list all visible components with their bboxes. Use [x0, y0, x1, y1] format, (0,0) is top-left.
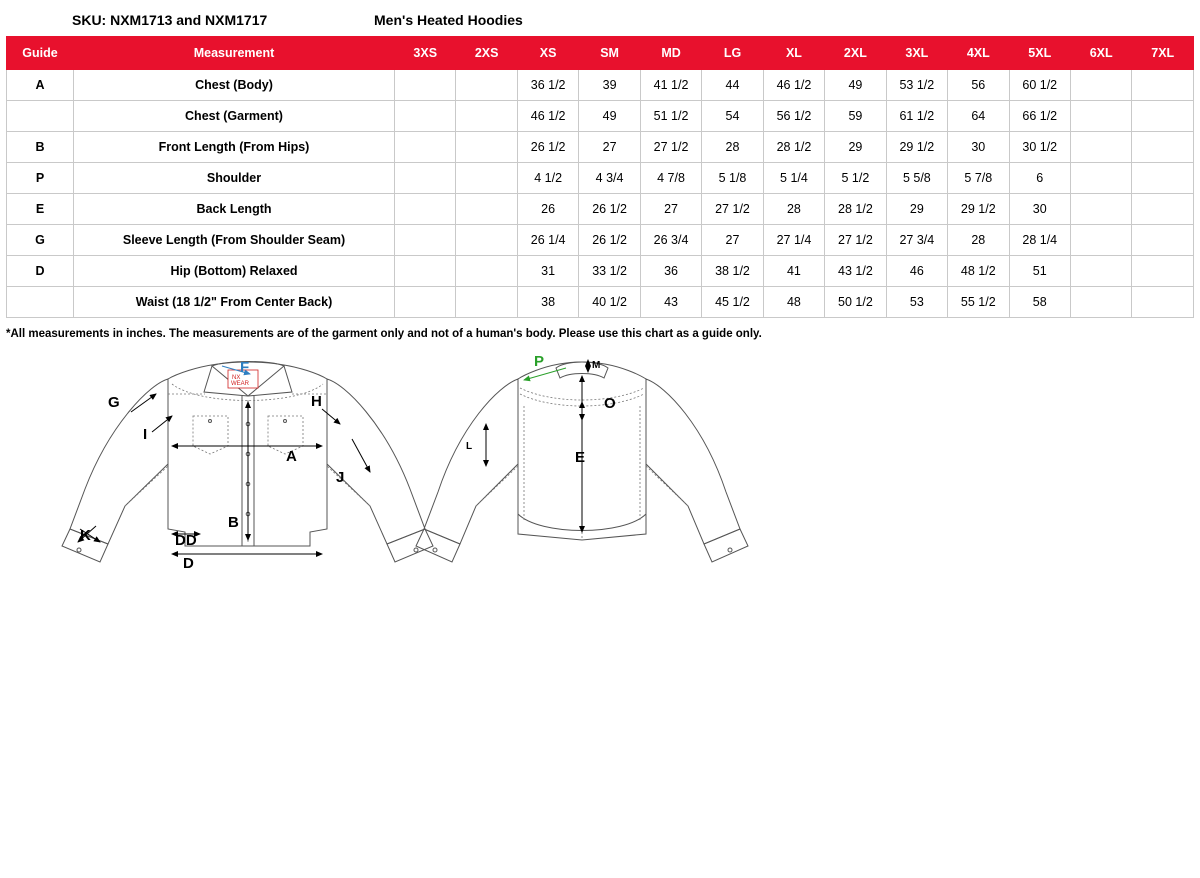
cell-value: 59	[825, 101, 886, 132]
cell-measurement: Waist (18 1/2" From Center Back)	[74, 287, 395, 318]
cell-value: 5 5/8	[886, 163, 947, 194]
cell-value: 26 3/4	[640, 225, 701, 256]
col-header-6xl: 6XL	[1070, 37, 1131, 70]
cell-value	[456, 256, 517, 287]
col-header-sm: SM	[579, 37, 640, 70]
svg-text:G: G	[108, 394, 120, 411]
cell-value: 28	[763, 194, 824, 225]
col-header-5xl: 5XL	[1009, 37, 1070, 70]
cell-value	[395, 70, 456, 101]
sku-label: SKU: NXM1713 and NXM1717	[72, 12, 268, 28]
cell-value: 56 1/2	[763, 101, 824, 132]
cell-value: 5 1/8	[702, 163, 763, 194]
col-header-3xl: 3XL	[886, 37, 947, 70]
cell-value	[1070, 256, 1131, 287]
col-header-xs: XS	[517, 37, 578, 70]
cell-value: 36 1/2	[517, 70, 578, 101]
svg-text:D: D	[183, 555, 194, 572]
cell-guide: G	[7, 225, 74, 256]
table-row	[7, 132, 1194, 163]
cell-value: 56	[948, 70, 1009, 101]
col-header-4xl: 4XL	[948, 37, 1009, 70]
cell-value: 28 1/2	[763, 132, 824, 163]
col-header-3xs: 3XS	[395, 37, 456, 70]
svg-text:A: A	[286, 448, 297, 465]
cell-value: 27	[579, 132, 640, 163]
cell-value: 4 7/8	[640, 163, 701, 194]
cell-value: 49	[825, 70, 886, 101]
col-header-xl: XL	[763, 37, 824, 70]
cell-value: 38 1/2	[702, 256, 763, 287]
svg-text:H: H	[311, 393, 322, 410]
cell-value: 27 3/4	[886, 225, 947, 256]
svg-text:F: F	[240, 359, 250, 376]
table-row	[7, 287, 1194, 318]
cell-value	[395, 101, 456, 132]
cell-value: 30	[948, 132, 1009, 163]
svg-text:O: O	[604, 395, 616, 412]
cell-value: 30 1/2	[1009, 132, 1070, 163]
cell-guide	[7, 287, 74, 318]
cell-value: 5 7/8	[948, 163, 1009, 194]
cell-value	[395, 256, 456, 287]
table-row	[7, 101, 1194, 132]
cell-value: 48 1/2	[948, 256, 1009, 287]
svg-text:J: J	[336, 469, 345, 486]
cell-value: 51 1/2	[640, 101, 701, 132]
front-garment-illustration	[62, 359, 433, 572]
cell-value: 29	[825, 132, 886, 163]
cell-value: 27 1/4	[763, 225, 824, 256]
product-name: Men's Heated Hoodies	[374, 12, 523, 28]
cell-measurement: Back Length	[74, 194, 395, 225]
cell-value: 46	[886, 256, 947, 287]
cell-value: 26 1/2	[579, 194, 640, 225]
table-row	[7, 256, 1194, 287]
svg-text:NX: NX	[232, 375, 241, 381]
page-title	[0, 0, 1200, 36]
cell-value: 27	[640, 194, 701, 225]
table-row	[7, 194, 1194, 225]
cell-value: 26	[517, 194, 578, 225]
table-row	[7, 163, 1194, 194]
cell-value: 51	[1009, 256, 1070, 287]
cell-value: 46 1/2	[763, 70, 824, 101]
table-row	[7, 225, 1194, 256]
cell-value: 29	[886, 194, 947, 225]
cell-value	[395, 225, 456, 256]
cell-value: 53	[886, 287, 947, 318]
cell-value: 5 1/4	[763, 163, 824, 194]
cell-value: 39	[579, 70, 640, 101]
cell-value: 27	[702, 225, 763, 256]
cell-value: 29 1/2	[948, 194, 1009, 225]
cell-value: 26 1/2	[517, 132, 578, 163]
cell-value: 33 1/2	[579, 256, 640, 287]
cell-value: 31	[517, 256, 578, 287]
cell-value: 30	[1009, 194, 1070, 225]
size-chart-table	[6, 36, 1194, 318]
cell-value	[1132, 70, 1194, 101]
cell-value	[1132, 163, 1194, 194]
cell-value	[1132, 256, 1194, 287]
cell-value	[1070, 287, 1131, 318]
cell-value: 60 1/2	[1009, 70, 1070, 101]
svg-text:M: M	[592, 360, 601, 371]
cell-guide: A	[7, 70, 74, 101]
cell-value: 6	[1009, 163, 1070, 194]
cell-value: 66 1/2	[1009, 101, 1070, 132]
cell-value	[1070, 70, 1131, 101]
cell-value: 54	[702, 101, 763, 132]
cell-measurement: Shoulder	[74, 163, 395, 194]
cell-value: 55 1/2	[948, 287, 1009, 318]
cell-value	[395, 132, 456, 163]
cell-measurement: Front Length (From Hips)	[74, 132, 395, 163]
cell-measurement: Hip (Bottom) Relaxed	[74, 256, 395, 287]
cell-value	[456, 225, 517, 256]
cell-value	[1132, 101, 1194, 132]
cell-guide: E	[7, 194, 74, 225]
cell-measurement: Chest (Body)	[74, 70, 395, 101]
cell-value: 50 1/2	[825, 287, 886, 318]
col-header-md: MD	[640, 37, 701, 70]
cell-value: 43	[640, 287, 701, 318]
cell-value: 28 1/4	[1009, 225, 1070, 256]
cell-value: 53 1/2	[886, 70, 947, 101]
cell-value	[1070, 101, 1131, 132]
cell-value: 27 1/2	[640, 132, 701, 163]
cell-value	[456, 132, 517, 163]
cell-value: 40 1/2	[579, 287, 640, 318]
cell-value: 45 1/2	[702, 287, 763, 318]
svg-text:L: L	[466, 441, 473, 452]
cell-value: 58	[1009, 287, 1070, 318]
cell-value	[456, 70, 517, 101]
col-header-guide: Guide	[7, 37, 74, 70]
svg-text:DD: DD	[175, 532, 197, 549]
cell-value	[456, 101, 517, 132]
cell-guide: D	[7, 256, 74, 287]
cell-guide: P	[7, 163, 74, 194]
cell-value: 36	[640, 256, 701, 287]
svg-text:I: I	[143, 426, 148, 443]
cell-value: 41 1/2	[640, 70, 701, 101]
cell-value: 64	[948, 101, 1009, 132]
cell-value: 46 1/2	[517, 101, 578, 132]
cell-value	[395, 287, 456, 318]
cell-value: 38	[517, 287, 578, 318]
cell-value: 28 1/2	[825, 194, 886, 225]
cell-value: 44	[702, 70, 763, 101]
back-garment-illustration	[416, 354, 748, 562]
col-header-measurement: Measurement	[74, 37, 395, 70]
cell-value: 26 1/4	[517, 225, 578, 256]
measurement-footnote: *All measurements in inches. The measurements are of the garment only and not of a human's body. Please use this chart as a guide only.	[6, 328, 762, 340]
cell-value	[456, 194, 517, 225]
cell-value	[1070, 132, 1131, 163]
col-header-7xl: 7XL	[1132, 37, 1194, 70]
cell-guide	[7, 101, 74, 132]
cell-value: 28	[702, 132, 763, 163]
cell-value	[1132, 132, 1194, 163]
cell-value	[1132, 194, 1194, 225]
svg-text:P: P	[534, 354, 545, 370]
cell-value	[1070, 194, 1131, 225]
cell-measurement: Sleeve Length (From Shoulder Seam)	[74, 225, 395, 256]
cell-value: 4 1/2	[517, 163, 578, 194]
cell-value	[395, 194, 456, 225]
cell-value: 5 1/2	[825, 163, 886, 194]
cell-value: 4 3/4	[579, 163, 640, 194]
col-header-2xs: 2XS	[456, 37, 517, 70]
col-header-lg: LG	[702, 37, 763, 70]
cell-value	[1070, 225, 1131, 256]
cell-value: 41	[763, 256, 824, 287]
table-header-row	[7, 37, 1194, 70]
table-row	[7, 70, 1194, 101]
cell-value: 27 1/2	[702, 194, 763, 225]
cell-value	[456, 287, 517, 318]
svg-text:K: K	[80, 527, 91, 544]
cell-value: 29 1/2	[886, 132, 947, 163]
cell-guide: B	[7, 132, 74, 163]
cell-value: 48	[763, 287, 824, 318]
cell-value	[1132, 287, 1194, 318]
cell-value: 26 1/2	[579, 225, 640, 256]
cell-value: 28	[948, 225, 1009, 256]
cell-value	[456, 163, 517, 194]
garment-diagrams	[0, 354, 1200, 614]
svg-text:B: B	[228, 514, 239, 531]
cell-measurement: Chest (Garment)	[74, 101, 395, 132]
col-header-2xl: 2XL	[825, 37, 886, 70]
cell-value	[395, 163, 456, 194]
svg-text:WEAR: WEAR	[231, 381, 249, 387]
cell-value	[1070, 163, 1131, 194]
cell-value	[1132, 225, 1194, 256]
cell-value: 49	[579, 101, 640, 132]
cell-value: 43 1/2	[825, 256, 886, 287]
cell-value: 27 1/2	[825, 225, 886, 256]
cell-value: 61 1/2	[886, 101, 947, 132]
svg-text:E: E	[575, 449, 586, 466]
